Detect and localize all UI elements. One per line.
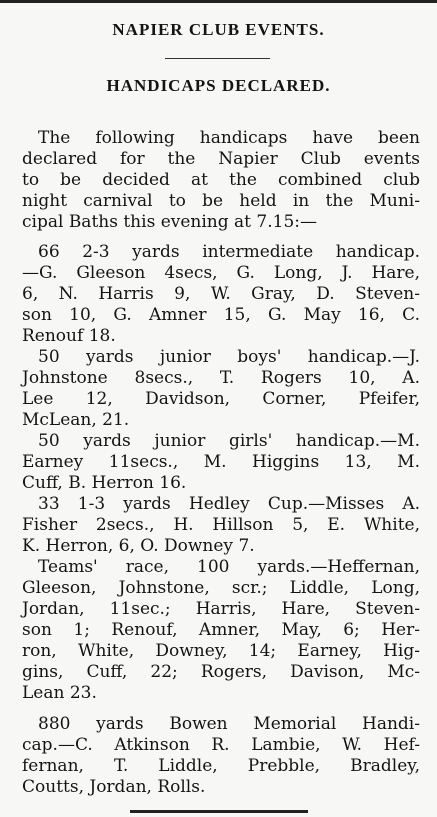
body-line: 50 yards junior boys' handicap.—J.	[38, 347, 420, 367]
body-line: Coutts, Jordan, Rolls.	[22, 777, 206, 797]
body-line: Earney 11secs., M. Higgins 13, M.	[22, 452, 420, 472]
body-line: 6, N. Harris 9, W. Gray, D. Steven-	[22, 284, 420, 304]
body-line: The following handicaps have been	[38, 128, 420, 148]
body-line: Gleeson, Johnstone, scr.; Liddle, Long,	[22, 578, 420, 598]
body-line: 880 yards Bowen Memorial Handi-	[38, 714, 420, 734]
body-line: fernan, T. Liddle, Prebble, Bradley,	[22, 756, 420, 776]
body-line: son 10, G. Amner 15, G. May 16, C.	[22, 305, 420, 325]
body-line: night carnival to be held in the Muni-	[22, 191, 420, 211]
body-line: 66 2-3 yards intermediate handicap.	[38, 242, 420, 262]
body-line: Teams' race, 100 yards.—Heffernan,	[38, 557, 420, 577]
body-line: 50 yards junior girls' handicap.—M.	[38, 431, 420, 451]
body-line: declared for the Napier Club events	[22, 149, 420, 169]
bottom-rule	[130, 810, 308, 813]
body-line: son 1; Renouf, Amner, May, 6; Her-	[22, 620, 420, 640]
body-line: gins, Cuff, 22; Rogers, Davison, Mc-	[22, 662, 420, 682]
body-line: Lee 12, Davidson, Corner, Pfeifer,	[22, 389, 420, 409]
body-line: to be decided at the combined club	[22, 170, 420, 190]
body-line: K. Herron, 6, O. Downey 7.	[22, 536, 255, 556]
article-title: NAPIER CLUB EVENTS.	[112, 20, 325, 39]
body-line: Renouf 18.	[22, 326, 116, 346]
body-line: Cuff, B. Herron 16.	[22, 473, 187, 493]
body-line: cap.—C. Atkinson R. Lambie, W. Hef-	[22, 735, 420, 755]
top-rule	[0, 0, 437, 3]
body-line: Lean 23.	[22, 683, 97, 703]
body-line: cipal Baths this evening at 7.15:—	[22, 212, 317, 232]
title-divider	[165, 58, 270, 59]
body-line: Johnstone 8secs., T. Rogers 10, A.	[22, 368, 420, 388]
body-line: McLean, 21.	[22, 410, 130, 430]
body-line: ron, White, Downey, 14; Earney, Hig-	[22, 641, 420, 661]
body-line: 33 1-3 yards Hedley Cup.—Misses A.	[38, 494, 420, 514]
body-line: —G. Gleeson 4secs, G. Long, J. Hare,	[22, 263, 420, 283]
article-subtitle: HANDICAPS DECLARED.	[106, 76, 331, 95]
body-line: Fisher 2secs., H. Hillson 5, E. White,	[22, 515, 420, 535]
body-line: Jordan, 11sec.; Harris, Hare, Steven-	[22, 599, 420, 619]
